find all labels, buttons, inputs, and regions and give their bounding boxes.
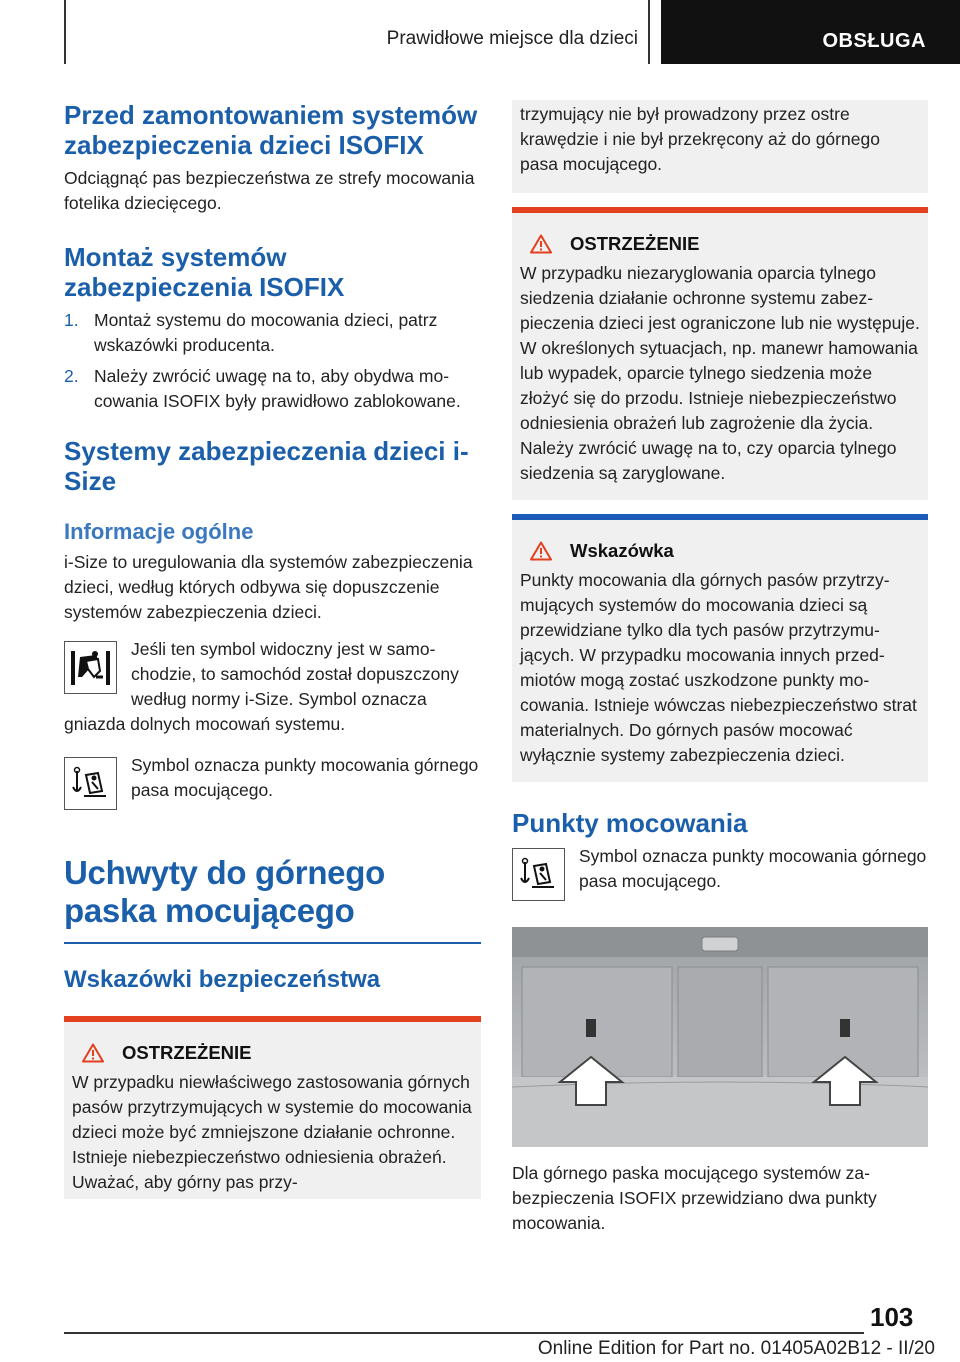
heading-isofix-mount: Montaż systemów zabezpieczenia ISOFIX bbox=[64, 242, 345, 302]
step-number: 1. bbox=[64, 310, 79, 330]
steps-list bbox=[64, 308, 481, 414]
heading-underline bbox=[64, 942, 481, 944]
warning-text-continued: trzymujący nie był prowadzony przez ostre krawędzie i nie był przekręcony aż do górnego pasa mocującego. bbox=[520, 104, 880, 174]
top-tether-anchor-icon bbox=[64, 757, 117, 810]
para-top-tether-symbol: Symbol oznacza punkty mocowania górnego pasa mocującego. bbox=[131, 755, 479, 800]
para-isofix-before: Odciągnąć pas bezpieczeństwa ze strefy mocowania fotelika dziecięcego. bbox=[64, 168, 475, 213]
para-isize-symbol: Jeśli ten symbol widoczny jest w samochodzie, to samochód został dopuszczony według normy i-Size. Symbol oznacza gniazda dolnych mocowań systemu. bbox=[64, 639, 459, 734]
isize-symbol-row bbox=[64, 637, 481, 737]
warning-text: W przypadku niezaryglowania oparcia tylnego siedzenia działanie ochronne systemu zabezpieczenia dzieci jest ograniczone lub nie występuje. W określonych sytuacjach, np. manewr hamowania lub wypadek, oparcie tylnego siedzenia może złożyć się do przodu. Istnieje niebezpieczeństwo odniesienia obrażeń lub zagrożenie dla życia. Należy zwrócić uwagę na to, czy oparcia tylnego siedzenia są zaryglowane. bbox=[520, 263, 920, 483]
footer-rule bbox=[64, 1332, 864, 1334]
warning-box-1-continued bbox=[512, 100, 928, 193]
trunk-anchor-photo bbox=[512, 927, 928, 1147]
warning-title-text: OSTRZEŻENIE bbox=[122, 1041, 252, 1063]
top-tether-anchor-icon bbox=[512, 848, 565, 901]
note-box bbox=[512, 514, 928, 782]
header-separator bbox=[648, 0, 650, 64]
warning-triangle-icon bbox=[82, 1043, 104, 1063]
warning-triangle-icon bbox=[530, 234, 552, 254]
isize-child-seat-icon bbox=[64, 641, 117, 694]
heading-top-tether: Uchwyty do górnego paska mocującego bbox=[64, 854, 385, 929]
para-anchor-symbol: Symbol oznacza punkty mocowania górnego pasa mocującego. bbox=[579, 846, 927, 891]
para-general-info: i-Size to uregulowania dla systemów zabezpieczenia dzieci, według których odbywa się dopuszczenie systemów zabezpieczenia dzieci. bbox=[64, 552, 473, 622]
photo-caption: Dla górnego paska mocującego systemów zabezpieczenia ISOFIX przewidziano dwa punkty mocowania. bbox=[512, 1163, 877, 1233]
step-number: 2. bbox=[64, 366, 79, 386]
top-tether-symbol-row bbox=[64, 753, 481, 814]
list-item bbox=[64, 364, 481, 414]
anchor-symbol-row bbox=[512, 844, 928, 905]
heading-isize: Systemy zabezpieczenia dzieci i-Size bbox=[64, 436, 469, 496]
warning-title bbox=[520, 233, 920, 255]
header-chapter-tab bbox=[661, 0, 960, 64]
warning-title bbox=[72, 1042, 473, 1064]
heading-anchor-points: Punkty mocowania bbox=[512, 808, 748, 838]
left-column bbox=[64, 100, 481, 1199]
step-text: Montaż systemu do mocowania dzieci, patrz wskazówki producenta. bbox=[94, 310, 438, 355]
note-title bbox=[520, 540, 920, 562]
warning-box-1 bbox=[64, 1016, 481, 1199]
note-title-text: Wskazówka bbox=[570, 540, 674, 561]
heading-general-info: Informacje ogólne bbox=[64, 519, 254, 544]
header-chapter-label: OBSŁUGA bbox=[822, 29, 926, 52]
caution-triangle-icon bbox=[530, 541, 552, 561]
warning-text: W przypadku niewłaściwego zastosowania górnych pasów przytrzymujących w systemie do mocowania dzieci może być zmniejszone działanie ochronne. Istnieje niebezpieczeństwo odniesienia obrażeń. Uważać, aby górny pas przy- bbox=[72, 1071, 472, 1192]
note-text: Punkty mocowania dla górnych pasów przytrzymujących systemów do mocowania dzieci są przewidziane tylko dla tych pasów przytrzymujących. W przypadku mocowania innych przedmiotów mogą zostać uszkodzone punkty mocowania. Istnieje wówczas niebezpieczeństwo strat materialnych. Do górnych pasów mocować wyłącznie systemy zabezpieczenia dzieci. bbox=[520, 570, 917, 765]
list-item bbox=[64, 308, 481, 358]
warning-title-text: OSTRZEŻENIE bbox=[570, 233, 700, 254]
warning-box-2 bbox=[512, 207, 928, 500]
right-column bbox=[512, 100, 928, 1236]
footer-edition: Online Edition for Part no. 01405A02B12 - II/20 bbox=[537, 1338, 935, 1359]
header-section-title: Prawidłowe miejsce dla dzieci bbox=[386, 28, 638, 49]
heading-safety-notes: Wskazówki bezpieczeństwa bbox=[64, 965, 381, 993]
heading-isofix-before: Przed zamontowaniem systemów zabezpieczenia dzieci ISOFIX bbox=[64, 100, 478, 160]
step-text: Należy zwrócić uwagę na to, aby obydwa mocowania ISOFIX były prawidłowo zablokowane. bbox=[94, 366, 461, 411]
page-number: 103 bbox=[870, 1302, 914, 1332]
